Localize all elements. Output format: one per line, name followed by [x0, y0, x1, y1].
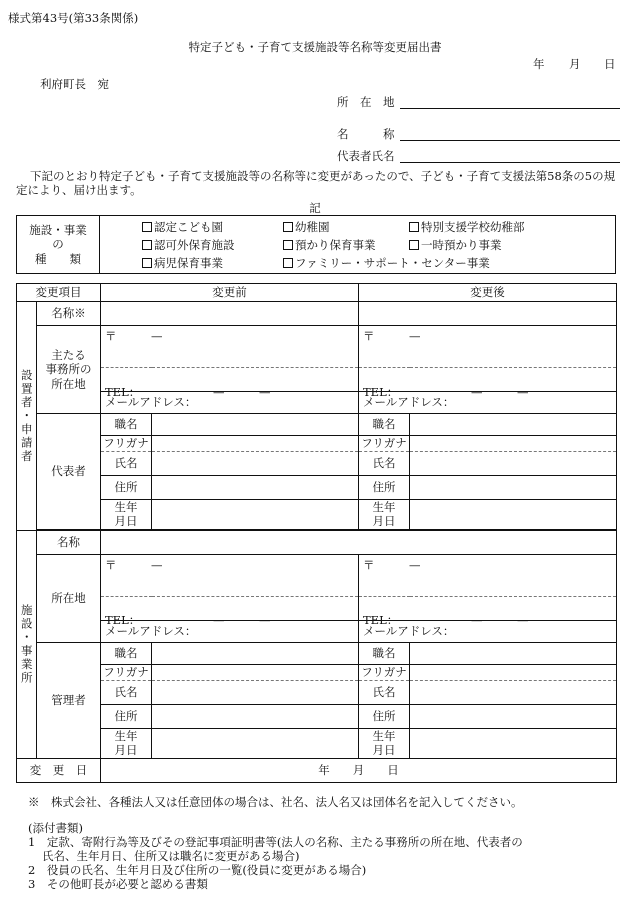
applicant-name-field[interactable] [400, 140, 620, 141]
checkbox-icon[interactable] [142, 258, 152, 268]
intro-text-line1: 下記のとおり特定子ども・子育て支援施設等の名称等に変更があったので、子ども・子育て支援法第58条の5の規 [30, 169, 616, 183]
mgr-furigana-label-after: フリガナ [359, 664, 410, 680]
office-email-before[interactable]: メールアドレス： [101, 392, 359, 414]
option-tokubetsu-shien[interactable]: 特別支援学校幼稚部 [409, 220, 525, 234]
mgr-name-after[interactable] [410, 680, 617, 704]
applicant-name-before[interactable] [101, 302, 359, 326]
facility-name-field[interactable] [101, 530, 617, 554]
office-email-after[interactable]: メールアドレス： [359, 392, 617, 414]
tel-separators: — — [213, 613, 271, 628]
section-facility-label: 施設・事業所 [19, 603, 34, 685]
office-tel-before[interactable] [101, 368, 359, 399]
birth-label-2: 月日 [114, 743, 138, 758]
section-applicant [17, 302, 37, 531]
attachment-3: 3 その他町長が必要と認める書類 [28, 877, 208, 891]
birth-label-1: 生年 [114, 500, 138, 514]
rep-name-after[interactable] [410, 452, 617, 476]
birth-label-2: 月日 [114, 514, 138, 529]
facility-email-after[interactable]: メールアドレス： [359, 620, 617, 642]
rep-furigana-label-before: フリガナ [101, 436, 152, 452]
rep-name-label-before: 氏名 [101, 452, 152, 476]
attachment-2: 2 役員の氏名、生年月日及び住所の一覧(役員に変更がある場合) [28, 863, 367, 877]
form-title: 特定子ども・子育て支援施設等名称等変更届出書 [188, 40, 442, 54]
birth-label-2: 月日 [372, 514, 396, 529]
mgr-job-label-after: 職名 [359, 642, 410, 664]
facility-type-label-1: 施設・事業 [29, 222, 87, 237]
mgr-furigana-after[interactable] [410, 664, 617, 680]
tel-label: TEL： [105, 613, 141, 628]
rep-address-label-after: 住所 [359, 476, 410, 500]
tel-label: TEL： [363, 613, 399, 628]
mgr-address-label-before: 住所 [101, 704, 152, 728]
rep-birth-label-before [101, 500, 152, 530]
rep-name-label-after: 氏名 [359, 452, 410, 476]
facility-tel-before[interactable] [101, 596, 359, 628]
office-postal-before[interactable]: 〒 — [101, 326, 359, 368]
addressee: 利府町長 宛 [40, 77, 109, 91]
facility-type-label-2: の [52, 237, 64, 252]
row-label-facility-location: 所在地 [37, 554, 101, 642]
mgr-birth-label-after [359, 728, 410, 758]
option-azukari-hoiku[interactable]: 預かり保育事業 [283, 238, 376, 252]
birth-label-1: 生年 [114, 728, 138, 743]
rep-job-before[interactable] [152, 414, 359, 436]
rep-birth-before[interactable] [152, 500, 359, 530]
mgr-birth-after[interactable] [410, 728, 617, 758]
rep-job-label-after: 職名 [359, 414, 410, 436]
option-youchien[interactable]: 幼稚園 [283, 220, 330, 234]
record-label: 記 [309, 201, 321, 215]
tel-separators: — — [471, 384, 529, 399]
mgr-furigana-before[interactable] [152, 664, 359, 680]
facility-type-table [16, 215, 616, 274]
main-office-label-1: 主たる [51, 347, 86, 362]
attachments-title: (添付書類) [28, 821, 83, 835]
tel-separators: — — [213, 384, 271, 399]
row-label-manager: 管理者 [37, 642, 101, 758]
rep-address-after[interactable] [410, 476, 617, 500]
facility-email-before[interactable]: メールアドレス： [101, 620, 359, 642]
facility-postal-before[interactable]: 〒 — [101, 554, 359, 596]
checkbox-icon[interactable] [283, 222, 293, 232]
tel-label: TEL： [363, 384, 399, 399]
form-number: 様式第43号(第33条関係) [8, 11, 139, 25]
option-ichiji-azukari[interactable]: 一時預かり事業 [409, 238, 502, 252]
rep-furigana-before[interactable] [152, 436, 359, 452]
checkbox-icon[interactable] [283, 240, 293, 250]
mgr-job-before[interactable] [152, 642, 359, 664]
change-table [16, 283, 617, 783]
option-nintei-kodomoen[interactable]: 認定こども園 [142, 220, 223, 234]
rep-birth-after[interactable] [410, 500, 617, 530]
rep-furigana-after[interactable] [410, 436, 617, 452]
mgr-name-label-after: 氏名 [359, 680, 410, 704]
facility-type-options [100, 216, 616, 274]
applicant-name-after[interactable] [359, 302, 617, 326]
header-after: 変更後 [359, 284, 617, 302]
checkbox-icon[interactable] [409, 240, 419, 250]
mgr-job-label-before: 職名 [101, 642, 152, 664]
mgr-name-label-before: 氏名 [101, 680, 152, 704]
applicant-name-label: 名 称 [337, 127, 395, 141]
rep-job-after[interactable] [410, 414, 617, 436]
mgr-name-before[interactable] [152, 680, 359, 704]
birth-label-1: 生年 [372, 500, 396, 514]
facility-type-label [17, 216, 100, 274]
header-change-item: 変更項目 [17, 284, 101, 302]
header-before: 変更前 [101, 284, 359, 302]
change-date-field[interactable]: 年 月 日 [101, 758, 617, 782]
mgr-birth-label-before [101, 728, 152, 758]
option-byoji-hoiku[interactable]: 病児保育事業 [142, 256, 223, 270]
option-family-support[interactable]: ファミリー・サポート・センター事業 [283, 256, 490, 270]
office-postal-after[interactable]: 〒 — [359, 326, 617, 368]
rep-address-before[interactable] [152, 476, 359, 500]
birth-label-1: 生年 [372, 728, 396, 743]
facility-tel-after[interactable] [359, 596, 617, 628]
mgr-furigana-label-before: フリガナ [101, 664, 152, 680]
rep-birth-label-after [359, 500, 410, 530]
section-applicant-label: 設置者・申請者 [19, 368, 34, 464]
main-office-label-3: 所在地 [51, 376, 86, 391]
rep-furigana-label-after: フリガナ [359, 436, 410, 452]
date-year-label: 年 [533, 57, 545, 71]
section-facility [17, 530, 37, 758]
intro-text-line2: 定により、届け出ます。 [16, 183, 142, 197]
birth-label-2: 月日 [372, 743, 396, 758]
representative-name-label: 代表者氏名 [337, 149, 395, 163]
rep-job-label-before: 職名 [101, 414, 152, 436]
option-ninkagai-hoiku[interactable]: 認可外保育施設 [142, 238, 235, 252]
rep-name-before[interactable] [152, 452, 359, 476]
representative-name-field[interactable] [400, 162, 620, 163]
date-day-label: 日 [604, 57, 616, 71]
mgr-birth-before[interactable] [152, 728, 359, 758]
tel-label: TEL： [105, 384, 141, 399]
mgr-address-label-after: 住所 [359, 704, 410, 728]
main-office-label-2: 事務所の [45, 362, 92, 377]
note-text: ※ 株式会社、各種法人又は任意団体の場合は、社名、法人名又は団体名を記入してください。 [28, 795, 523, 809]
rep-address-label-before: 住所 [101, 476, 152, 500]
mgr-job-after[interactable] [410, 642, 617, 664]
row-label-representative: 代表者 [37, 414, 101, 530]
attachment-1-line1: 1 定款、寄附行為等及びその登記事項証明書等(法人の名称、主たる事務所の所在地、代表者の [28, 835, 523, 849]
row-label-change-date: 変 更 日 [17, 758, 101, 782]
applicant-address-label: 所 在 地 [337, 95, 395, 109]
checkbox-icon[interactable] [142, 240, 152, 250]
checkbox-icon[interactable] [283, 258, 293, 268]
mgr-address-before[interactable] [152, 704, 359, 728]
tel-separators: — — [471, 613, 529, 628]
office-tel-after[interactable] [359, 368, 617, 399]
row-label-facility-name: 名称 [37, 530, 101, 554]
row-label-main-office [37, 326, 101, 414]
facility-type-label-3: 種 類 [35, 251, 81, 266]
applicant-address-field[interactable] [400, 108, 620, 109]
attachment-1-line2: 氏名、生年月日、住所又は職名に変更がある場合) [42, 849, 300, 863]
row-label-name-mark: 名称※ [37, 302, 101, 326]
facility-postal-after[interactable]: 〒 — [359, 554, 617, 596]
date-month-label: 月 [569, 57, 581, 71]
checkbox-icon[interactable] [142, 222, 152, 232]
mgr-address-after[interactable] [410, 704, 617, 728]
checkbox-icon[interactable] [409, 222, 419, 232]
